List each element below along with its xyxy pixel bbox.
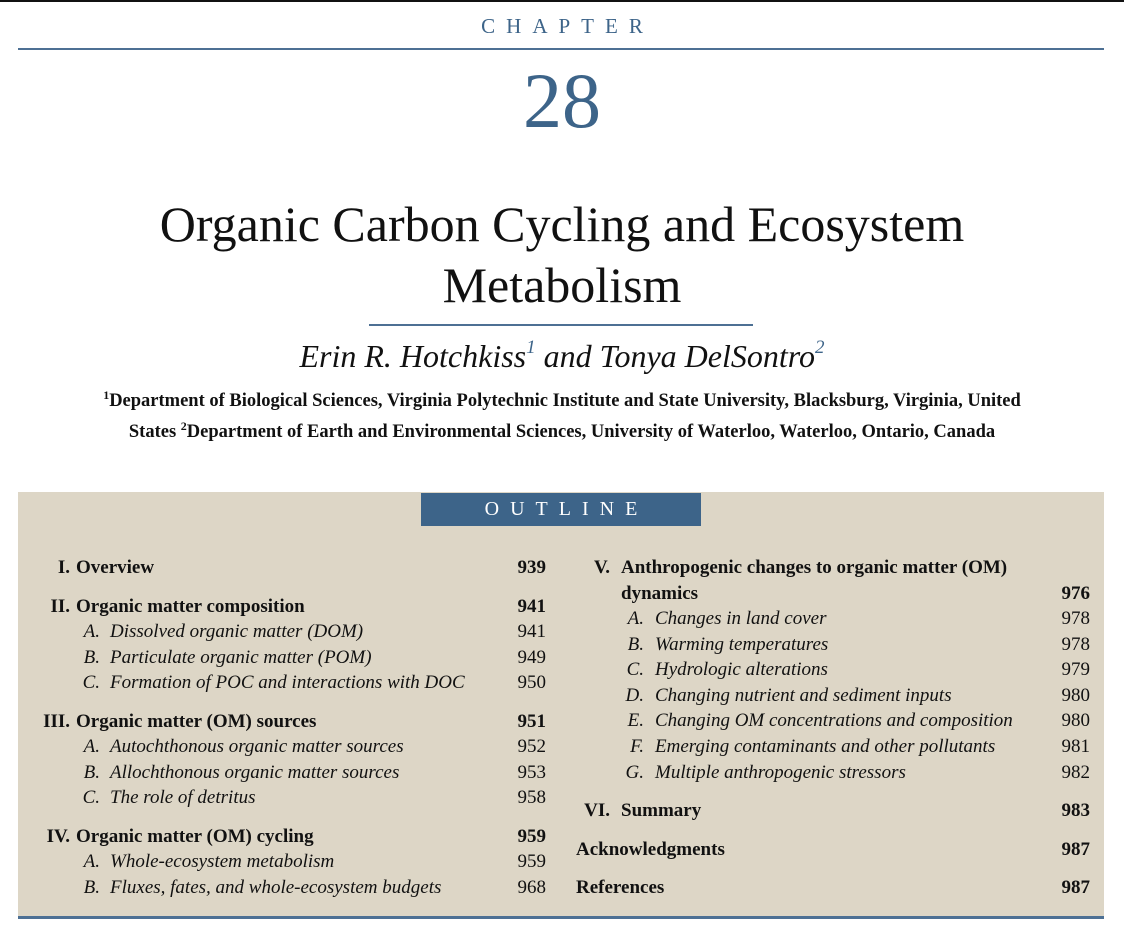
- outline-entry-page: 941: [517, 621, 546, 642]
- outline-bottom-rule: [18, 916, 1104, 919]
- title-line-1: Organic Carbon Cycling and Ecosystem: [159, 196, 965, 252]
- outline-entry-page: 978: [1061, 634, 1090, 655]
- affiliations: [20, 386, 1104, 448]
- outline-entry-number: E.: [627, 710, 644, 731]
- outline-entry-label: Changing nutrient and sediment inputs: [655, 685, 952, 706]
- outline-entry-number: B.: [83, 647, 100, 668]
- outline-entry-label: Acknowledgments: [576, 839, 725, 860]
- outline-entry-label: Emerging contaminants and other pollutants: [655, 736, 996, 757]
- outline-entry-number: A.: [627, 608, 644, 629]
- outline-entry-label: Particulate organic matter (POM): [110, 647, 372, 668]
- outline-entry-number: F.: [630, 736, 644, 757]
- author-2: Tonya DelSontro: [599, 338, 816, 374]
- outline-entry-number: G.: [625, 762, 644, 783]
- outline-entry-page: 959: [517, 826, 546, 847]
- outline-entry-page: 980: [1061, 685, 1090, 706]
- outline-entry: [576, 556, 1090, 580]
- top-rule: [0, 0, 1124, 2]
- outline-entry-label: Organic matter (OM) cycling: [76, 826, 314, 847]
- outline-entry-page: 976: [1061, 583, 1090, 604]
- outline-entry-page: 983: [1061, 800, 1090, 821]
- outline-entry-label: Organic matter (OM) sources: [76, 711, 317, 732]
- outline-entry-number: I.: [57, 557, 70, 578]
- affiliation-1-continued: States: [128, 422, 181, 442]
- outline-entry-number: II.: [50, 596, 70, 617]
- title-rule: [369, 324, 753, 326]
- chapter-number: 28: [523, 57, 601, 144]
- outline-entry-label: Summary: [621, 800, 702, 821]
- outline-entry-page: 978: [1061, 608, 1090, 629]
- outline-entry-label: Multiple anthropogenic stressors: [655, 762, 906, 783]
- outline-entry-label: Organic matter composition: [76, 596, 305, 617]
- outline-entry-page: 953: [517, 762, 546, 783]
- outline-entry-label: Dissolved organic matter (DOM): [110, 621, 364, 642]
- outline-entry: [576, 709, 1090, 733]
- affiliation-1-superscript: 1: [103, 388, 110, 402]
- outline-entry: [576, 684, 1090, 708]
- outline-entry-label: Allochthonous organic matter sources: [110, 762, 400, 783]
- outline-entry-number: IV.: [46, 826, 70, 847]
- outline-entry-page: 979: [1061, 659, 1090, 680]
- outline-entry-page: 981: [1061, 736, 1090, 757]
- outline-entry-number: C.: [626, 659, 644, 680]
- outline-entry-number: VI.: [584, 800, 610, 821]
- outline-entry-number: B.: [83, 877, 100, 898]
- outline-entry-label: Formation of POC and interactions with DOC: [110, 672, 465, 693]
- outline-entry-label: Whole-ecosystem metabolism: [110, 851, 335, 872]
- outline-entry-label: Warming temperatures: [655, 634, 829, 655]
- outline-entry: [30, 620, 546, 644]
- outline-entry: [30, 786, 546, 810]
- outline-entry: [30, 735, 546, 759]
- outline-entry-page: 952: [517, 736, 546, 757]
- outline-entry-number: B.: [83, 762, 100, 783]
- outline-entry-page: 980: [1061, 710, 1090, 731]
- outline-entry-number: D.: [625, 685, 644, 706]
- title-line-2: Metabolism: [442, 257, 682, 313]
- outline-entry: [576, 799, 1090, 823]
- affiliation-1-text: Department of Biological Sciences, Virginia Polytechnic Institute and State University, Blacksburg, Virginia, United: [109, 391, 1021, 411]
- outline-entry: [30, 850, 546, 874]
- outline-entry-label: References: [576, 877, 665, 898]
- outline-entry-page: 987: [1061, 877, 1090, 898]
- chapter-rule: [18, 48, 1104, 50]
- outline-entry: [30, 876, 546, 900]
- outline-entry-number: III.: [43, 711, 70, 732]
- outline-entry-number: V.: [593, 557, 610, 578]
- outline-entry: [576, 838, 1090, 862]
- outline-entry: [576, 735, 1090, 759]
- outline-entry: [576, 633, 1090, 657]
- outline-entry-label: dynamics: [621, 583, 699, 604]
- outline-entry-number: B.: [627, 634, 644, 655]
- affiliation-line-1: [20, 386, 1104, 417]
- outline-entry-number: A.: [83, 851, 100, 872]
- outline-entry-page: 939: [517, 557, 546, 578]
- outline-entry: [30, 825, 546, 849]
- outline-entry: [576, 607, 1090, 631]
- affiliation-line-2: [20, 417, 1104, 448]
- outline-entry-label: The role of detritus: [110, 787, 256, 808]
- outline-entry-page: 941: [517, 596, 546, 617]
- outline-entry-page: 987: [1061, 839, 1090, 860]
- outline-entry-number: A.: [83, 736, 100, 757]
- outline-entry: [30, 595, 546, 619]
- outline-entry-number: A.: [83, 621, 100, 642]
- affiliation-2-text: Department of Earth and Environmental Sciences, University of Waterloo, Waterloo, Ontario, Canada: [186, 422, 996, 442]
- outline-entry-page: 949: [517, 647, 546, 668]
- outline-entry-label: Autochthonous organic matter sources: [110, 736, 404, 757]
- outline-entry-label: Fluxes, fates, and whole-ecosystem budgets: [110, 877, 442, 898]
- outline-entry-page: 950: [517, 672, 546, 693]
- outline-entry-page: 982: [1061, 762, 1090, 783]
- outline-entry-label: Changing OM concentrations and composition: [655, 710, 1013, 731]
- outline-entry: [576, 761, 1090, 785]
- outline-entry: [30, 761, 546, 785]
- outline-entry-label: Anthropogenic changes to organic matter (OM): [621, 557, 1008, 578]
- outline-entry-label: Overview: [76, 557, 155, 578]
- author-2-superscript: 2: [815, 337, 825, 358]
- outline-entry-page: 968: [517, 877, 546, 898]
- author-line: [0, 334, 1124, 378]
- outline-entry: [30, 556, 546, 580]
- outline-entry-number: C.: [82, 672, 100, 693]
- outline-header: OUTLINE: [421, 493, 701, 526]
- outline-entry-label: Changes in land cover: [655, 608, 827, 629]
- outline-entry-page: 951: [517, 711, 546, 732]
- affiliation-2-superscript: 2: [180, 419, 187, 433]
- author-1-superscript: 1: [526, 337, 536, 358]
- outline-entry: [30, 646, 546, 670]
- outline-entry-page: 959: [517, 851, 546, 872]
- outline-entry-number: C.: [82, 787, 100, 808]
- outline-entry: [30, 710, 546, 734]
- outline-entry: [576, 876, 1090, 900]
- author-1: Erin R. Hotchkiss: [299, 338, 527, 374]
- outline-entry: [576, 582, 1090, 606]
- chapter-title: [60, 194, 1064, 316]
- author-conjunction: and: [543, 338, 592, 374]
- outline-entry-page: 958: [517, 787, 546, 808]
- outline-entry: [576, 658, 1090, 682]
- chapter-label: CHAPTER: [481, 14, 654, 38]
- outline-entry: [30, 671, 546, 695]
- outline-entry-label: Hydrologic alterations: [655, 659, 828, 680]
